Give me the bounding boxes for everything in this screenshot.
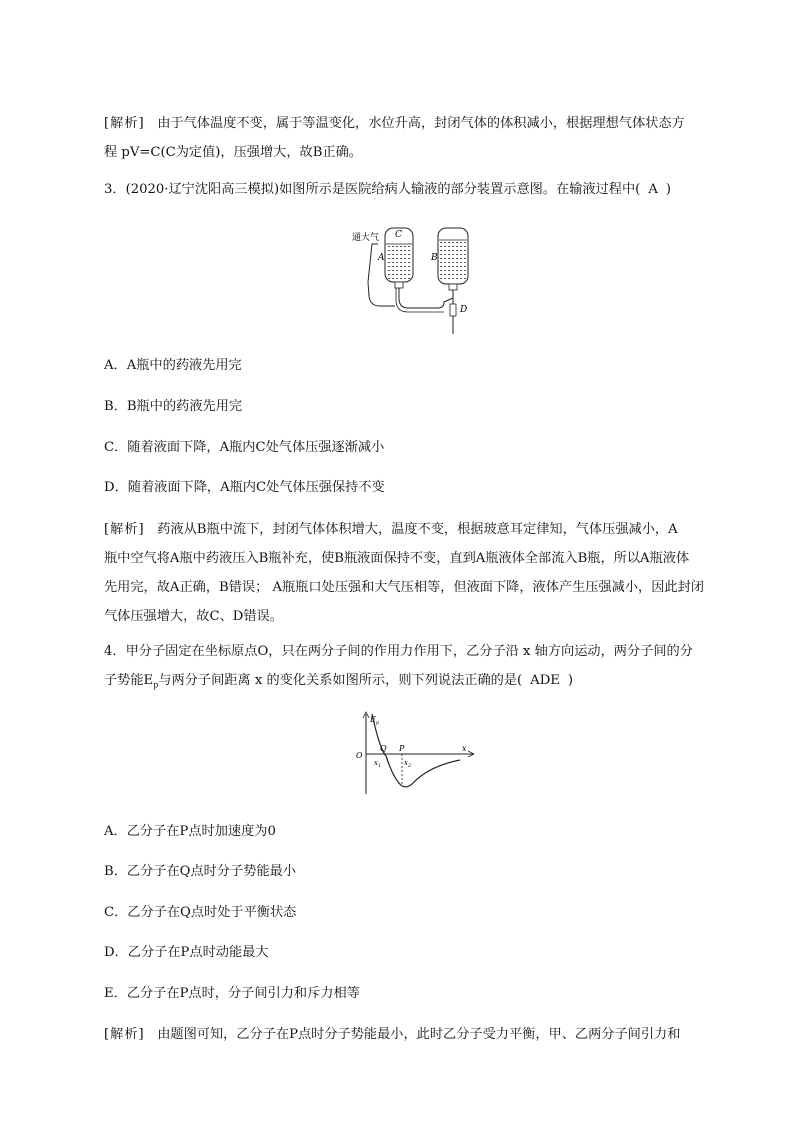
question-4-option-c: C．乙分子在Q点时处于平衡状态 — [104, 905, 297, 920]
figure-label-b: B — [431, 253, 438, 263]
question-line: 4．甲分子固定在坐标原点O，只在两分子间的作用力作用下，乙分子沿 x 轴方向运动，两分子间的分 — [104, 644, 693, 659]
question-close-paren: ) — [567, 673, 574, 688]
analysis-paragraph-3 — [104, 1020, 719, 1049]
question-4-option-a: A．乙分子在P点时加速度为0 — [104, 824, 276, 839]
question-4-stem — [104, 637, 719, 700]
drip-chamber — [450, 304, 456, 316]
question-4-option-b: B．乙分子在Q点时分子势能最小 — [104, 864, 296, 879]
bottle-b — [438, 228, 468, 290]
analysis-line — [104, 1020, 719, 1049]
potential-energy-graph — [350, 710, 480, 798]
connecting-tube — [399, 288, 453, 308]
analysis-line: 先用完，故A正确，B错误； A瓶瓶口处压强和大气压相等，但液面下降，液体产生压强减小，因此封闭 — [104, 580, 704, 595]
question-text: 子势能E — [104, 673, 154, 688]
x1-label: $x_1$ — [374, 759, 382, 769]
figure-label-d: D — [460, 305, 468, 315]
analysis-line: 瓶中空气将A瓶中药液压入B瓶补充，使B瓶液面保持不变，直到A瓶液体全部流入B瓶，所以A瓶液体 — [104, 551, 690, 566]
question-line — [104, 666, 719, 700]
question-4-option-e: E．乙分子在P点时，分子间引力和斥力相等 — [104, 986, 360, 1001]
origin-label: O — [356, 751, 363, 760]
analysis-paragraph-2 — [104, 515, 719, 631]
analysis-text: 由于气体温度不变，属于等温变化，水位升高，封闭气体的体积减小，根据理想气体状态方 — [157, 116, 685, 131]
question-answer: A — [648, 182, 658, 197]
question-3-option-d: D．随着液面下降，A瓶内C处气体压强保持不变 — [104, 480, 385, 495]
figure-label-c: C — [395, 230, 402, 240]
analysis-text: 药液从B瓶中流下，封闭气体体积增大，温度不变，根据玻意耳定律知，气体压强减小，A — [157, 522, 678, 537]
analysis-tag: [解析] — [104, 522, 145, 537]
axis-label-ep: $E_p$ — [370, 715, 380, 726]
question-3-option-c: C．随着液面下降，A瓶内C处气体压强逐渐减小 — [104, 440, 385, 455]
question-3-option-b: B．B瓶中的药液先用完 — [104, 399, 243, 414]
analysis-text: 由题图可知，乙分子在P点时分子势能最小，此时乙分子受力平衡，甲、乙两分子间引力和 — [157, 1027, 681, 1042]
point-p-label: P — [399, 744, 405, 753]
iv-drip-figure — [340, 222, 480, 338]
x-axis-label: x — [462, 744, 467, 753]
subscript: p — [153, 680, 159, 690]
point-q-label: Q — [380, 744, 387, 753]
question-4-option-d: D．乙分子在P点时动能最大 — [104, 945, 269, 960]
question-close-paren: ) — [665, 182, 672, 197]
analysis-line — [104, 515, 719, 544]
analysis-tag: [解析] — [104, 1027, 145, 1042]
analysis-line: 气体压强增大，故C、D错误。 — [104, 609, 283, 624]
x2-label: $x_2$ — [404, 759, 412, 769]
analysis-line: 程 pV=C(C为定值)，压强增大，故B正确。 — [104, 145, 362, 160]
figure-label-a: A — [378, 253, 385, 263]
analysis-tag: [解析] — [104, 116, 145, 131]
analysis-paragraph-1 — [104, 109, 719, 167]
question-answer: ADE — [530, 673, 560, 688]
question-3-option-a: A．A瓶中的药液先用完 — [104, 358, 242, 373]
question-text: 与两分子间距离 x 的变化关系如图所示，则下列说法正确的是( — [158, 673, 523, 688]
question-text: 3．(2020·辽宁沈阳高三模拟)如图所示是医院给病人输液的部分装置示意图。在输液过程中( — [104, 182, 641, 197]
figure-label-air: 通大气 — [352, 233, 380, 243]
analysis-line — [104, 109, 719, 138]
question-3-stem — [104, 175, 719, 204]
